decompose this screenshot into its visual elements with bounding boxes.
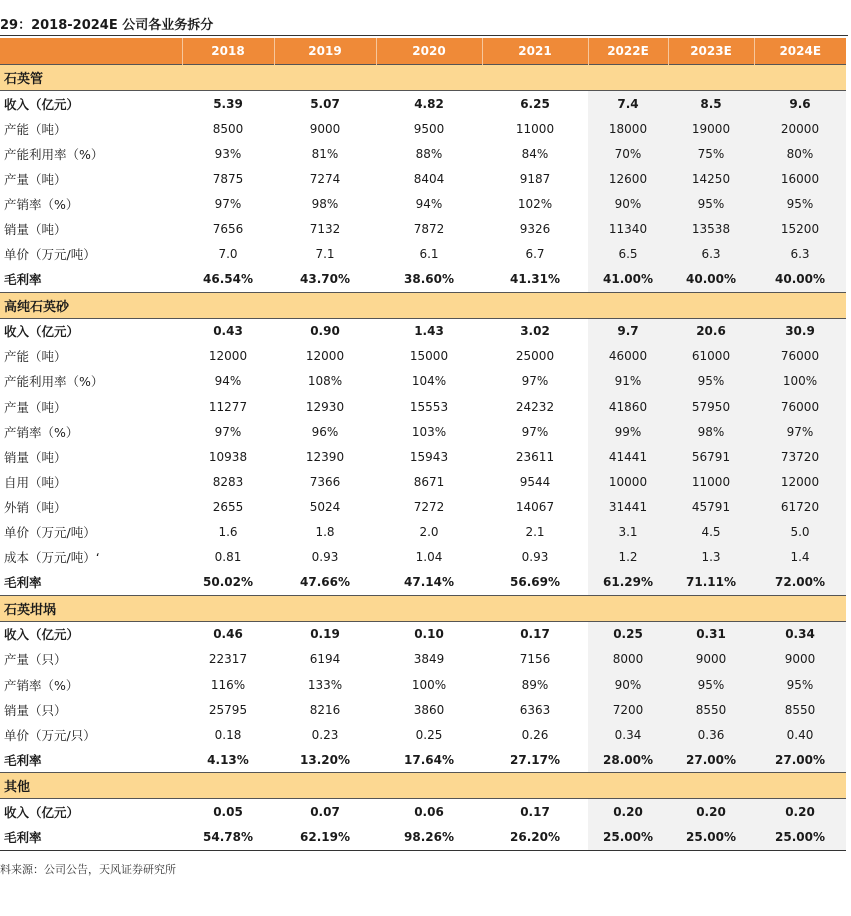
row-label: 收入（亿元） [4,324,80,340]
table-row [0,419,846,444]
value-cell: 0.10 [414,627,444,642]
row-label: 成本（万元/吨）‘ [4,550,100,566]
table-row [0,242,846,267]
header-cell-year: 2022E [588,38,668,65]
value-cell: 0.23 [311,727,339,742]
header-row [0,38,846,65]
forecast-cell: 10000 [588,469,668,494]
value-cell: 97% [521,374,549,389]
forecast-cell: 12000 [754,469,846,494]
row-label: 销量（吨） [4,222,67,238]
value-cell: 0.17 [520,627,550,642]
forecast-cell: 3.1 [588,520,668,545]
forecast-cell: 27.00% [754,747,846,773]
row-label: 销量（只） [4,702,67,718]
forecast-cell: 4.5 [668,520,754,545]
value-cell: 47.66% [300,575,350,590]
table-row [0,394,846,419]
value-cell: 102% [517,196,553,211]
value-cell: 0.26 [521,727,549,742]
forecast-cell: 31441 [588,494,668,519]
forecast-cell: 80% [754,141,846,166]
forecast-cell: 13538 [668,216,754,241]
table-row [0,91,846,117]
value-cell: 13.20% [300,752,350,767]
value-cell: 25000 [515,349,555,364]
value-cell: 3849 [413,652,445,667]
top-rule [0,35,848,36]
value-cell: 97% [214,424,242,439]
row-label: 产销率（%） [4,677,79,693]
table-row [0,166,846,191]
value-cell: 0.81 [214,550,242,565]
value-cell: 23611 [515,449,555,464]
value-cell: 100% [411,677,447,692]
value-cell: 6.7 [525,247,545,262]
value-cell: 9000 [309,121,341,136]
header-cell-year: 2023E [668,38,754,65]
value-cell: 8216 [309,702,341,717]
table-row [0,747,846,773]
row-label: 单价（万元/只） [4,727,96,743]
forecast-cell: 41.00% [588,267,668,293]
table-row [0,344,846,369]
forecast-cell: 9.7 [588,318,668,344]
forecast-cell: 90% [588,191,668,216]
table-row [0,722,846,747]
value-cell: 3.02 [520,324,550,339]
value-cell: 26.20% [482,824,588,850]
header-cell-year: 2021 [482,38,588,65]
forecast-cell: 95% [668,672,754,697]
row-label: 毛利率 [4,752,42,768]
row-label: 产能（吨） [4,121,67,137]
value-cell: 2.1 [525,525,545,540]
row-label: 毛利率 [0,824,182,850]
value-cell: 0.05 [213,804,243,819]
forecast-cell: 12600 [588,166,668,191]
forecast-cell: 76000 [754,344,846,369]
forecast-cell: 71.11% [668,570,754,596]
value-cell: 7875 [212,171,244,186]
table-row [0,141,846,166]
row-label: 销量（吨） [4,449,67,465]
table-row [0,824,846,850]
value-cell: 116% [210,677,246,692]
value-cell: 24232 [515,399,555,414]
forecast-cell: 28.00% [588,747,668,773]
forecast-cell: 57950 [668,394,754,419]
forecast-cell: 95% [754,672,846,697]
value-cell: 43.70% [300,272,350,287]
header-cell-label [0,38,182,65]
value-cell: 94% [415,196,443,211]
value-cell: 1.6 [218,525,238,540]
value-cell: 97% [521,424,549,439]
forecast-cell: 100% [754,369,846,394]
value-cell: 97% [214,196,242,211]
table-title: 29：2018-2024E 公司各业务拆分 [0,18,214,33]
value-cell: 0.93 [311,550,339,565]
forecast-cell: 95% [668,369,754,394]
forecast-cell: 0.25 [588,621,668,647]
row-label: 产量（吨） [4,171,67,187]
row-label: 收入（亿元） [4,627,80,643]
source-note: 料来源：公司公告，天风证券研究所 [0,863,176,876]
value-cell: 12000 [305,349,345,364]
value-cell: 81% [311,146,339,161]
forecast-cell: 99% [588,419,668,444]
value-cell: 9187 [519,171,551,186]
value-cell: 104% [411,374,447,389]
forecast-cell: 91% [588,369,668,394]
value-cell: 12000 [208,349,248,364]
value-cell: 11277 [208,399,248,414]
forecast-cell: 41441 [588,444,668,469]
forecast-cell: 19000 [668,116,754,141]
section-title: 其他 [0,773,846,799]
table-body [0,65,846,851]
forecast-cell: 27.00% [668,747,754,773]
forecast-cell: 5.0 [754,520,846,545]
header-cell-year: 2019 [274,38,376,65]
value-cell: 54.78% [182,824,274,850]
row-label: 产能利用率（%） [4,146,104,162]
forecast-cell: 9.6 [754,91,846,117]
value-cell: 17.64% [404,752,454,767]
forecast-cell: 0.20 [754,799,846,825]
value-cell: 5.07 [310,96,340,111]
row-label: 产能利用率（%） [4,374,104,390]
value-cell: 4.13% [207,752,249,767]
forecast-cell: 70% [588,141,668,166]
row-label: 收入（亿元） [4,96,80,112]
forecast-cell: 6.5 [588,242,668,267]
forecast-cell: 9000 [668,647,754,672]
table-row [0,697,846,722]
value-cell: 11000 [515,121,555,136]
table-row [0,369,846,394]
value-cell: 133% [307,677,343,692]
forecast-cell: 97% [754,419,846,444]
value-cell: 7366 [309,474,341,489]
forecast-cell: 61720 [754,494,846,519]
table-row [0,621,846,647]
row-label: 产量（吨） [4,399,67,415]
forecast-cell: 95% [668,191,754,216]
table-row [0,545,846,570]
forecast-cell: 90% [588,672,668,697]
forecast-cell: 25.00% [588,824,668,850]
value-cell: 6.25 [520,96,550,111]
value-cell: 93% [214,146,242,161]
table-row [0,318,846,344]
table-row [0,799,846,825]
value-cell: 50.02% [203,575,253,590]
forecast-cell: 0.40 [754,722,846,747]
row-label: 产量（只） [4,652,67,668]
table-row [0,444,846,469]
value-cell: 0.90 [310,324,340,339]
value-cell: 0.17 [520,804,550,819]
value-cell: 38.60% [404,272,454,287]
forecast-cell: 7.4 [588,91,668,117]
row-label: 单价（万元/吨） [4,525,96,541]
value-cell: 56.69% [510,575,560,590]
forecast-cell: 98% [668,419,754,444]
value-cell: 8500 [212,121,244,136]
section-header-row [0,65,846,91]
value-cell: 1.8 [315,525,335,540]
forecast-cell: 6.3 [668,242,754,267]
forecast-cell: 40.00% [668,267,754,293]
value-cell: 15553 [409,399,449,414]
value-cell: 88% [415,146,443,161]
forecast-cell: 95% [754,191,846,216]
forecast-cell: 8550 [668,697,754,722]
forecast-cell: 45791 [668,494,754,519]
value-cell: 0.43 [213,324,243,339]
business-breakdown-table [0,38,846,851]
forecast-cell: 16000 [754,166,846,191]
forecast-cell: 25.00% [668,824,754,850]
value-cell: 1.04 [415,550,443,565]
table-row [0,520,846,545]
table-row [0,191,846,216]
row-label: 外销（吨） [4,499,67,515]
value-cell: 12390 [305,449,345,464]
value-cell: 6363 [519,702,551,717]
value-cell: 0.93 [521,550,549,565]
forecast-cell: 8000 [588,647,668,672]
value-cell: 96% [311,424,339,439]
value-cell: 10938 [208,449,248,464]
value-cell: 7132 [309,222,341,237]
value-cell: 8404 [413,171,445,186]
table-row [0,116,846,141]
forecast-cell: 8550 [754,697,846,722]
value-cell: 7272 [413,499,445,514]
forecast-cell: 0.31 [668,621,754,647]
value-cell: 8671 [413,474,445,489]
header-cell-year: 2020 [376,38,482,65]
row-label: 毛利率 [4,575,42,591]
forecast-cell: 15200 [754,216,846,241]
value-cell: 7656 [212,222,244,237]
forecast-cell: 0.20 [588,799,668,825]
value-cell: 62.19% [274,824,376,850]
value-cell: 7274 [309,171,341,186]
row-label: 产销率（%） [4,196,79,212]
value-cell: 15943 [409,449,449,464]
value-cell: 2.0 [419,525,439,540]
section-header-row [0,292,846,318]
value-cell: 6194 [309,652,341,667]
forecast-cell: 46000 [588,344,668,369]
value-cell: 98.26% [376,824,482,850]
value-cell: 0.18 [214,727,242,742]
forecast-cell: 72.00% [754,570,846,596]
value-cell: 0.07 [310,804,340,819]
value-cell: 22317 [208,652,248,667]
value-cell: 0.25 [415,727,443,742]
forecast-cell: 0.34 [588,722,668,747]
forecast-cell: 61000 [668,344,754,369]
value-cell: 15000 [409,349,449,364]
table-row [0,672,846,697]
forecast-cell: 20000 [754,116,846,141]
row-label: 毛利率 [4,272,42,288]
row-label: 产销率（%） [4,424,79,440]
forecast-cell: 11340 [588,216,668,241]
forecast-cell: 75% [668,141,754,166]
value-cell: 9326 [519,222,551,237]
row-label: 单价（万元/吨） [4,247,96,263]
header-cell-year: 2018 [182,38,274,65]
row-label: 产能（吨） [4,349,67,365]
value-cell: 46.54% [203,272,253,287]
forecast-cell: 18000 [588,116,668,141]
value-cell: 4.82 [414,96,444,111]
value-cell: 94% [214,374,242,389]
value-cell: 41.31% [510,272,560,287]
section-title: 石英坩埚 [0,595,846,621]
value-cell: 9544 [519,474,551,489]
forecast-cell: 6.3 [754,242,846,267]
forecast-cell: 9000 [754,647,846,672]
value-cell: 2655 [212,499,244,514]
forecast-cell: 73720 [754,444,846,469]
value-cell: 7156 [519,652,551,667]
forecast-cell: 1.3 [668,545,754,570]
value-cell: 0.46 [213,627,243,642]
forecast-cell: 0.36 [668,722,754,747]
forecast-cell: 56791 [668,444,754,469]
value-cell: 25795 [208,702,248,717]
forecast-cell: 25.00% [754,824,846,850]
forecast-cell: 76000 [754,394,846,419]
forecast-cell: 14250 [668,166,754,191]
table-row [0,647,846,672]
row-label: 自用（吨） [4,474,67,490]
table-row [0,570,846,596]
forecast-cell: 40.00% [754,267,846,293]
section-title: 石英管 [0,65,846,91]
header-cell-year: 2024E [754,38,846,65]
forecast-cell: 1.4 [754,545,846,570]
table-row [0,267,846,293]
section-title: 高纯石英砂 [0,292,846,318]
value-cell: 1.43 [414,324,444,339]
row-label: 收入（亿元） [4,804,80,820]
value-cell: 14067 [515,499,555,514]
value-cell: 0.19 [310,627,340,642]
forecast-cell: 7200 [588,697,668,722]
value-cell: 12930 [305,399,345,414]
value-cell: 5024 [309,499,341,514]
forecast-cell: 30.9 [754,318,846,344]
value-cell: 7.0 [218,247,238,262]
value-cell: 98% [311,196,339,211]
forecast-cell: 0.34 [754,621,846,647]
forecast-cell: 41860 [588,394,668,419]
value-cell: 9500 [413,121,445,136]
value-cell: 8283 [212,474,244,489]
value-cell: 3860 [413,702,445,717]
value-cell: 6.1 [419,247,439,262]
value-cell: 108% [307,374,343,389]
value-cell: 84% [521,146,549,161]
forecast-cell: 11000 [668,469,754,494]
table-row [0,494,846,519]
section-header-row [0,595,846,621]
table-row [0,216,846,241]
value-cell: 27.17% [510,752,560,767]
value-cell: 0.06 [414,804,444,819]
value-cell: 7.1 [315,247,335,262]
value-cell: 7872 [413,222,445,237]
value-cell: 103% [411,424,447,439]
table-row [0,469,846,494]
forecast-cell: 1.2 [588,545,668,570]
section-header-row [0,773,846,799]
value-cell: 89% [521,677,549,692]
forecast-cell: 0.20 [668,799,754,825]
forecast-cell: 8.5 [668,91,754,117]
value-cell: 47.14% [404,575,454,590]
value-cell: 5.39 [213,96,243,111]
forecast-cell: 20.6 [668,318,754,344]
forecast-cell: 61.29% [588,570,668,596]
